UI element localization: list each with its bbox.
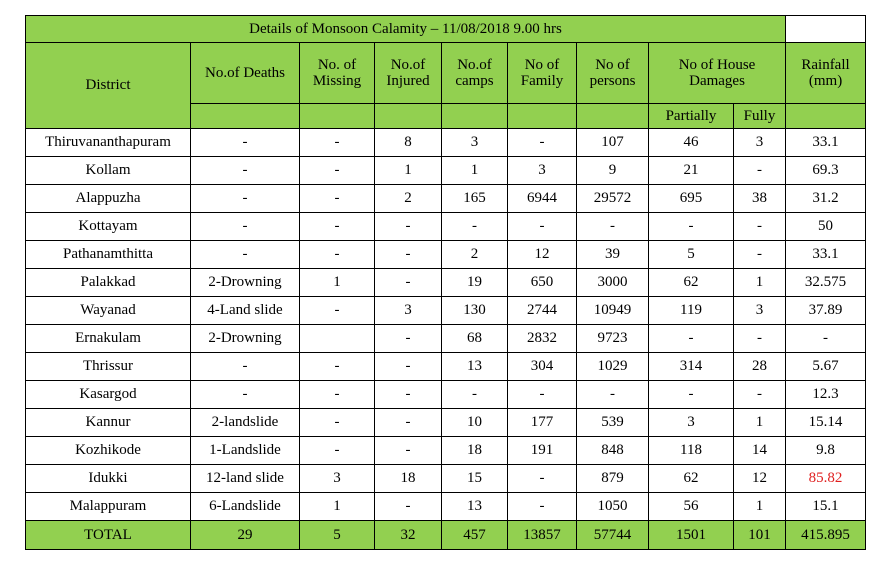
cell-camps: 15 [442,465,508,493]
cell-fully: 38 [734,185,786,213]
cell-persons: 9723 [577,325,649,353]
cell-family: 12 [508,241,577,269]
cell-rainfall: 50 [786,213,866,241]
cell-district: Ernakulam [26,325,191,353]
cell-partially: - [649,325,734,353]
cell-family: 191 [508,437,577,465]
total-rainfall: 415.895 [786,521,866,550]
cell-rainfall: 33.1 [786,129,866,157]
total-fully: 101 [734,521,786,550]
table-row [26,437,866,465]
table-row [26,409,866,437]
cell-family: - [508,465,577,493]
cell-injured: - [375,213,442,241]
cell-rainfall: - [786,325,866,353]
cell-missing: - [300,381,375,409]
cell-camps: 68 [442,325,508,353]
table-row [26,213,866,241]
cell-injured: - [375,381,442,409]
cell-family: 2744 [508,297,577,325]
cell-deaths: 2-Drowning [191,325,300,353]
header-rainfall: Rainfall (mm) [786,43,866,104]
table-row [26,185,866,213]
cell-partially: 118 [649,437,734,465]
cell-camps: - [442,213,508,241]
total-persons: 57744 [577,521,649,550]
cell-deaths: - [191,213,300,241]
cell-injured: 1 [375,157,442,185]
cell-fully: - [734,325,786,353]
cell-deaths: 12-land slide [191,465,300,493]
cell-rainfall: 15.1 [786,493,866,521]
cell-missing: - [300,297,375,325]
sub-blank-persons [577,104,649,129]
cell-persons: 39 [577,241,649,269]
table-title: Details of Monsoon Calamity – 11/08/2018 9.00 hrs [26,16,786,43]
cell-persons: 848 [577,437,649,465]
cell-camps: 1 [442,157,508,185]
cell-camps: 18 [442,437,508,465]
table-row [26,157,866,185]
cell-injured: - [375,353,442,381]
cell-deaths: - [191,381,300,409]
cell-persons: 3000 [577,269,649,297]
cell-rainfall: 5.67 [786,353,866,381]
cell-partially: - [649,381,734,409]
sub-blank-injured [375,104,442,129]
cell-district: Kozhikode [26,437,191,465]
cell-injured: - [375,437,442,465]
cell-injured: 8 [375,129,442,157]
cell-district: Alappuzha [26,185,191,213]
cell-persons: 107 [577,129,649,157]
cell-camps: 2 [442,241,508,269]
cell-family: 650 [508,269,577,297]
cell-persons: - [577,381,649,409]
cell-family: - [508,493,577,521]
cell-fully: - [734,213,786,241]
cell-persons: 1050 [577,493,649,521]
cell-persons: 1029 [577,353,649,381]
sub-blank-missing [300,104,375,129]
cell-camps: 130 [442,297,508,325]
table-row [26,381,866,409]
cell-missing: - [300,409,375,437]
cell-injured: 3 [375,297,442,325]
table-row [26,493,866,521]
cell-rainfall: 15.14 [786,409,866,437]
cell-partially: 5 [649,241,734,269]
cell-fully: 14 [734,437,786,465]
cell-missing: 1 [300,493,375,521]
cell-partially: 62 [649,269,734,297]
total-deaths: 29 [191,521,300,550]
table-row [26,353,866,381]
total-partially: 1501 [649,521,734,550]
cell-partially: 119 [649,297,734,325]
cell-fully: - [734,381,786,409]
cell-missing: 3 [300,465,375,493]
cell-district: Wayanad [26,297,191,325]
table-row [26,269,866,297]
table-row [26,465,866,493]
cell-family: 3 [508,157,577,185]
header-missing: No. of Missing [300,43,375,104]
cell-persons: 10949 [577,297,649,325]
cell-missing: - [300,157,375,185]
cell-persons: 9 [577,157,649,185]
header-district: District [26,43,191,129]
cell-rainfall: 37.89 [786,297,866,325]
cell-fully: 3 [734,297,786,325]
cell-district: Malappuram [26,493,191,521]
cell-missing: - [300,185,375,213]
total-family: 13857 [508,521,577,550]
table-row [26,297,866,325]
total-injured: 32 [375,521,442,550]
table-row [26,129,866,157]
header-camps: No.of camps [442,43,508,104]
cell-district: Idukki [26,465,191,493]
cell-camps: 19 [442,269,508,297]
cell-partially: - [649,213,734,241]
header-deaths: No.of Deaths [191,43,300,104]
cell-partially: 21 [649,157,734,185]
cell-deaths: - [191,353,300,381]
header-fully: Fully [734,104,786,129]
total-label: TOTAL [26,521,191,550]
cell-injured: 2 [375,185,442,213]
cell-injured: - [375,269,442,297]
sub-blank-rainfall [786,104,866,129]
cell-deaths: 2-Drowning [191,269,300,297]
cell-district: Kottayam [26,213,191,241]
cell-rainfall: 12.3 [786,381,866,409]
cell-district: Kasargod [26,381,191,409]
cell-partially: 314 [649,353,734,381]
header-persons: No of persons [577,43,649,104]
cell-fully: 1 [734,493,786,521]
sub-blank-camps [442,104,508,129]
total-missing: 5 [300,521,375,550]
cell-partially: 62 [649,465,734,493]
cell-fully: 1 [734,269,786,297]
monsoon-calamity-table [25,15,866,550]
cell-deaths: 2-landslide [191,409,300,437]
cell-district: Pathanamthitta [26,241,191,269]
cell-family: - [508,129,577,157]
cell-partially: 46 [649,129,734,157]
cell-district: Thiruvananthapuram [26,129,191,157]
cell-missing: - [300,437,375,465]
cell-district: Kollam [26,157,191,185]
cell-deaths: 4-Land slide [191,297,300,325]
total-camps: 457 [442,521,508,550]
cell-camps: 13 [442,493,508,521]
cell-rainfall: 31.2 [786,185,866,213]
sub-blank-deaths [191,104,300,129]
cell-injured: - [375,241,442,269]
cell-missing: 1 [300,269,375,297]
sub-blank-family [508,104,577,129]
cell-fully: 3 [734,129,786,157]
cell-deaths: 6-Landslide [191,493,300,521]
cell-injured: - [375,325,442,353]
cell-camps: 10 [442,409,508,437]
cell-deaths: - [191,241,300,269]
header-house-damages: No of House Damages [649,43,786,104]
title-blank-cell [786,16,866,43]
cell-family: 2832 [508,325,577,353]
cell-fully: 1 [734,409,786,437]
cell-camps: 13 [442,353,508,381]
cell-camps: - [442,381,508,409]
cell-partially: 56 [649,493,734,521]
cell-injured: - [375,493,442,521]
cell-district: Kannur [26,409,191,437]
cell-persons: 879 [577,465,649,493]
cell-rainfall: 69.3 [786,157,866,185]
cell-fully: 12 [734,465,786,493]
cell-fully: - [734,241,786,269]
cell-camps: 165 [442,185,508,213]
cell-district: Thrissur [26,353,191,381]
cell-rainfall: 32.575 [786,269,866,297]
table-row [26,241,866,269]
cell-missing: - [300,241,375,269]
cell-persons: - [577,213,649,241]
cell-rainfall: 33.1 [786,241,866,269]
cell-partially: 3 [649,409,734,437]
cell-family: - [508,213,577,241]
cell-injured: 18 [375,465,442,493]
cell-camps: 3 [442,129,508,157]
cell-persons: 539 [577,409,649,437]
cell-deaths: 1-Landslide [191,437,300,465]
cell-district: Palakkad [26,269,191,297]
cell-deaths: - [191,129,300,157]
cell-fully: 28 [734,353,786,381]
cell-missing: - [300,213,375,241]
table-body [26,129,866,521]
cell-deaths: - [191,157,300,185]
cell-rainfall: 9.8 [786,437,866,465]
cell-missing: - [300,353,375,381]
cell-persons: 29572 [577,185,649,213]
header-partially: Partially [649,104,734,129]
cell-missing: - [300,129,375,157]
cell-deaths: - [191,185,300,213]
cell-family: 177 [508,409,577,437]
table-row [26,325,866,353]
header-injured: No.of Injured [375,43,442,104]
cell-missing [300,325,375,353]
cell-family: 304 [508,353,577,381]
cell-family: - [508,381,577,409]
cell-injured: - [375,409,442,437]
cell-fully: - [734,157,786,185]
cell-family: 6944 [508,185,577,213]
cell-rainfall: 85.82 [786,465,866,493]
cell-partially: 695 [649,185,734,213]
header-family: No of Family [508,43,577,104]
